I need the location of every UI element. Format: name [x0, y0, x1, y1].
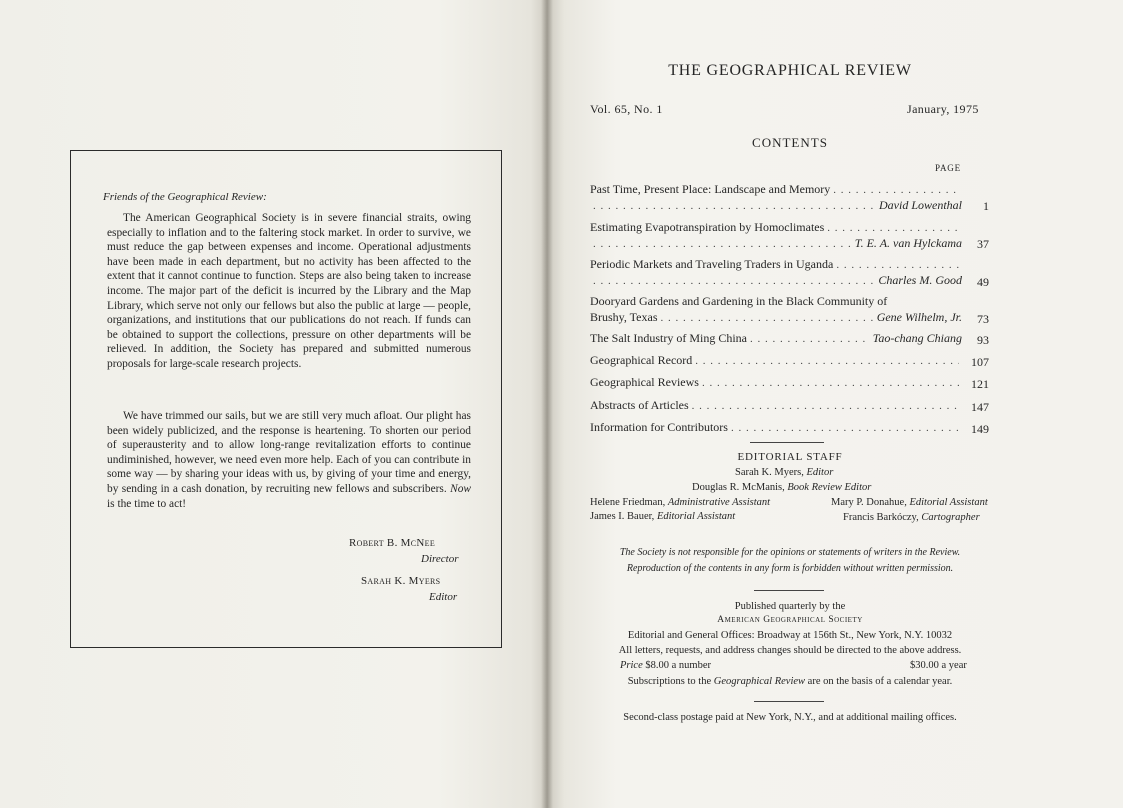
signer-name-editor: Sarah K. Myers	[361, 575, 441, 587]
staff-editorial-assistant-2	[590, 511, 735, 522]
book-spine-shadow	[541, 0, 553, 808]
staff-name: Douglas R. McManis,	[692, 482, 785, 493]
toc-title: Estimating Evapotranspiration by Homoclimates	[590, 220, 825, 234]
leader-dots	[692, 400, 959, 412]
staff-admin-assistant	[590, 497, 770, 508]
toc-title: Abstracts of Articles	[590, 398, 689, 412]
leader-dots	[836, 259, 959, 271]
toc-entry-3-title	[590, 257, 962, 272]
toc-entry-1-author-line	[590, 198, 962, 213]
right-page	[547, 0, 1123, 808]
staff-role: Editor	[806, 467, 834, 478]
issue-volume: Vol. 65, No. 1	[590, 102, 663, 116]
toc-page-number: 121	[971, 377, 989, 391]
toc-title: Geographical Reviews	[590, 375, 699, 389]
staff-role: Cartographer	[921, 512, 980, 523]
postage-notice: Second-class postage paid at New York, N.Y., and at additional mailing offices.	[623, 712, 957, 723]
leader-dots	[695, 355, 959, 367]
letters-notice: All letters, requests, and address changes should be directed to the above address.	[618, 645, 962, 656]
toc-entry-6	[590, 353, 962, 368]
subscription-notice	[547, 676, 1033, 687]
published-quarterly: Published quarterly by the	[734, 601, 846, 612]
staff-book-editor	[692, 482, 871, 493]
divider-rule	[750, 442, 824, 443]
toc-page-number: 149	[971, 422, 989, 436]
disclaimer-line-1: The Society is not responsible for the opinions or statements of writers in the Review.	[619, 547, 961, 558]
signer-name-director: Robert B. McNee	[349, 537, 435, 549]
staff-role: Administrative Assistant	[667, 497, 771, 508]
toc-entry-5	[590, 331, 962, 346]
toc-title: Past Time, Present Place: Landscape and Memory	[590, 182, 831, 196]
notice-emphasis-now: Now	[450, 482, 471, 495]
toc-title: Information for Contributors	[590, 420, 728, 434]
friends-notice-box	[70, 150, 502, 648]
page-column-label: PAGE	[935, 163, 961, 173]
toc-author: T. E. A. van Hylckama	[854, 236, 962, 250]
left-page	[0, 0, 547, 808]
toc-title: Periodic Markets and Traveling Traders in Uganda	[590, 257, 834, 271]
staff-name: Mary P. Donahue,	[831, 497, 907, 508]
leader-dots	[833, 184, 959, 196]
issue-date: January, 1975	[907, 102, 979, 116]
toc-entry-1-title	[590, 182, 962, 197]
toc-page-number: 93	[977, 333, 989, 347]
toc-entry-2-author-line	[590, 236, 962, 251]
toc-page-number: 49	[977, 275, 989, 289]
leader-dots	[593, 238, 852, 250]
toc-entry-8	[590, 398, 962, 413]
subs-post: are on the basis of a calendar year.	[807, 676, 953, 687]
toc-entry-7	[590, 375, 962, 390]
price-per-year: $30.00 a year	[910, 660, 967, 671]
signer-title-editor: Editor	[429, 591, 458, 603]
toc-author: Gene Wilhelm, Jr.	[876, 310, 962, 324]
disclaimer-line-2: Reproduction of the contents in any form is forbidden without written permission.	[626, 563, 954, 574]
toc-entry-2-title	[590, 220, 962, 235]
divider-rule	[754, 701, 824, 702]
toc-author: Tao-chang Chiang	[872, 331, 962, 345]
staff-name: Sarah K. Myers,	[735, 467, 804, 478]
leader-dots	[702, 377, 959, 389]
toc-entry-3-author-line	[590, 273, 962, 288]
signer-title-director: Director	[421, 553, 459, 565]
editorial-staff-heading: EDITORIAL STAFF	[737, 451, 843, 463]
staff-editorial-assistant-1	[831, 497, 988, 508]
staff-role: Editorial Assistant	[656, 511, 736, 522]
staff-role: Book Review Editor	[787, 482, 872, 493]
leader-dots	[593, 275, 875, 287]
toc-author: David Lowenthal	[879, 198, 962, 212]
journal-title: THE GEOGRAPHICAL REVIEW	[668, 62, 912, 79]
society-name: American Geographical Society	[717, 615, 863, 625]
toc-page-number: 73	[977, 312, 989, 326]
notice-paragraph-2-main: We have trimmed our sails, but we are still very much afloat. Our plight has been widely publicized, and the response is heartening. To shorten our period of superausterity and to allow long-range revitalization efforts to continue undiminished, however, we need even more help. Each of you can contribute in some way — by sharing your ideas with us, by giving of your time and energy, by sending in a cash donation, by recruiting new fellows and subscribers.	[107, 410, 471, 495]
staff-name: Francis Barkóczy,	[843, 512, 919, 523]
leader-dots	[661, 312, 874, 324]
toc-entry-9	[590, 420, 962, 435]
toc-author: Charles M. Good	[878, 273, 962, 287]
toc-title: Dooryard Gardens and Gardening in the Black Community of	[590, 294, 888, 308]
notice-salutation: Friends of the Geographical Review:	[103, 191, 267, 203]
staff-cartographer	[843, 512, 980, 523]
staff-role: Editorial Assistant	[909, 497, 988, 508]
divider-rule	[754, 590, 824, 591]
staff-name: James I. Bauer,	[590, 511, 655, 522]
leader-dots	[731, 422, 959, 434]
price-label: Price	[620, 660, 643, 671]
toc-page-number: 1	[983, 199, 989, 213]
toc-page-number: 107	[971, 355, 989, 369]
toc-title-continued: Brushy, Texas	[590, 310, 658, 324]
editorial-offices: Editorial and General Offices: Broadway at 156th St., New York, N.Y. 10032	[627, 630, 953, 641]
notice-paragraph-2	[107, 409, 471, 511]
price-number-value: $8.00 a number	[645, 660, 711, 671]
toc-page-number: 147	[971, 400, 989, 414]
leader-dots	[593, 200, 876, 212]
toc-title: Geographical Record	[590, 353, 693, 367]
subs-pre: Subscriptions to the	[627, 676, 712, 687]
toc-entry-4-title	[590, 294, 962, 309]
notice-paragraph-2-end: is the time to act!	[107, 497, 187, 510]
staff-name: Helene Friedman,	[590, 497, 666, 508]
toc-page-number: 37	[977, 237, 989, 251]
staff-editor	[735, 467, 833, 478]
notice-paragraph-1: The American Geographical Society is in severe financial straits, owing especially to inflation and to the faltering stock market. In order to survive, we must reduce the gap between expenses and income. Operational adjustments have been made in each department, but no activity has been affected to the extent that it cannot continue to function. Steps are also being taken to increase income. The major part of the deficit is incurred by the Library and the Map Library, which serve not only our fellows but also the public at large — people, organizations, and institutions that our publications do not reach. If funds can be obtained to support the collections, pressure on other departments will be relieved. In addition, the Society has prepared and submitted numerous proposals for large-scale research projects.	[107, 212, 471, 370]
subs-journal: Geographical Review	[713, 676, 806, 687]
toc-title: The Salt Industry of Ming China	[590, 331, 747, 345]
price-per-number	[620, 660, 711, 671]
leader-dots	[750, 333, 870, 345]
toc-entry-4-author-line	[590, 310, 962, 325]
leader-dots	[827, 222, 959, 234]
contents-heading: CONTENTS	[752, 135, 828, 150]
